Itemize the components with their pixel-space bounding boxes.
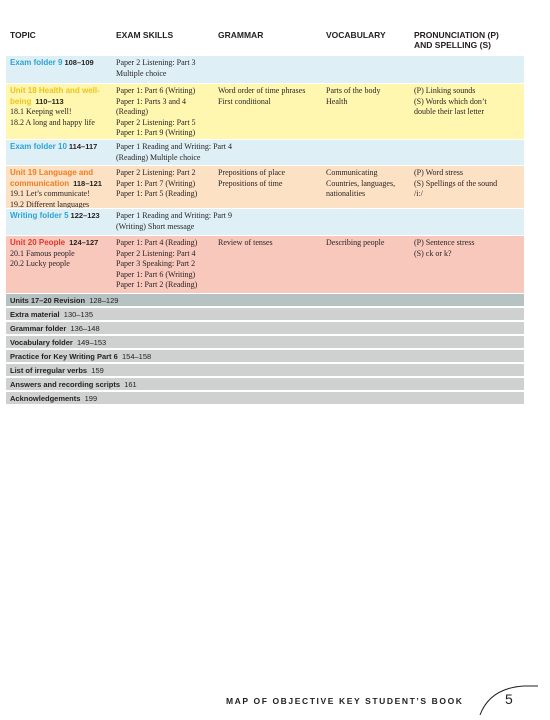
row-title: Unit 18 Health and well- [10, 86, 100, 95]
row-title: Unit 20 People [10, 238, 66, 247]
grammar-line: Prepositions of place [218, 168, 286, 177]
row-exam-skills [116, 168, 197, 200]
skill-line: Paper 1: Parts 3 and 4 [116, 96, 186, 106]
pron-line: (P) Word stress [414, 168, 463, 177]
row-topic [10, 58, 94, 69]
subunit: 18.1 Keeping well! [10, 107, 72, 116]
row-topic [10, 238, 98, 270]
subunit: 18.2 A long and happy life [10, 117, 95, 127]
summary-title: Acknowledgements [10, 394, 81, 403]
vocab-line: Parts of the body [326, 86, 381, 95]
row-pages: 124–127 [69, 238, 99, 247]
subunit: 20.1 Famous people [10, 248, 75, 258]
skill-line: Paper 1: Part 9 (Writing) [116, 128, 196, 137]
row-exam-skills [116, 142, 232, 163]
summary-title: Vocabulary folder [10, 338, 73, 347]
grammar-line: Word order of time phrases [218, 86, 306, 95]
skill-line: Paper 2 Listening: Part 3 [116, 58, 196, 67]
vocab-line: Describing people [326, 238, 385, 247]
skill-line: Paper 1 Reading and Writing: Part 9 [116, 211, 232, 220]
grammar-line: Review of tenses [218, 238, 273, 247]
summary-title: Grammar folder [10, 324, 67, 333]
header-vocabulary: VOCABULARY [326, 30, 386, 40]
row-grammar [218, 168, 285, 189]
skill-line: (Reading) Multiple choice [116, 152, 201, 162]
skill-line: (Reading) [116, 107, 148, 116]
row-title: Writing folder 5 [10, 211, 69, 220]
skill-line: Paper 2 Listening: Part 4 [116, 248, 196, 258]
row-writing-folder-5 [6, 209, 524, 236]
summary-row-irregular-verbs [6, 364, 524, 377]
row-exam-skills [116, 86, 196, 139]
pron-line: (S) Words which don’t [414, 96, 487, 106]
subunit: 19.2 Different languages [10, 199, 90, 209]
row-vocabulary [326, 168, 395, 200]
row-pages: 108–109 [64, 58, 94, 67]
row-title-cont: being [10, 96, 32, 106]
summary-row-vocabulary-folder [6, 336, 524, 349]
skill-line: Paper 1 Reading and Writing: Part 4 [116, 142, 232, 151]
skill-line: Paper 1: Part 7 (Writing) [116, 178, 196, 188]
grammar-line: Prepositions of time [218, 178, 283, 188]
skill-line: Multiple choice [116, 68, 167, 78]
row-pronunciation [414, 168, 497, 200]
row-unit-19 [6, 166, 524, 209]
row-title: Exam folder 10 [10, 142, 67, 151]
row-topic [10, 168, 102, 209]
row-title: Unit 19 Language and [10, 168, 94, 177]
row-pages: 118–121 [73, 178, 102, 188]
summary-pages: 149–153 [76, 338, 107, 347]
header-pronunciation-line2: AND SPELLING (S) [414, 40, 491, 50]
summary-title: List of irregular verbs [10, 366, 88, 375]
header-grammar: GRAMMAR [218, 30, 264, 40]
pron-line: double their last letter [414, 107, 484, 116]
skill-line: Paper 1: Part 2 (Reading) [116, 280, 198, 289]
vocab-line: Health [326, 96, 348, 106]
summary-title: Extra material [10, 310, 60, 319]
skill-line: (Writing) Short message [116, 221, 195, 231]
summary-title: Answers and recording scripts [10, 380, 121, 389]
header-exam-skills: EXAM SKILLS [116, 30, 174, 40]
row-title: Exam folder 9 [10, 58, 63, 67]
summary-pages: 199 [84, 394, 98, 403]
summary-row-acknowledgements [6, 392, 524, 405]
row-pages: 110–113 [35, 96, 64, 106]
vocab-line: Communicating [326, 168, 378, 177]
pron-line: (S) Spellings of the sound [414, 178, 498, 188]
row-exam-folder-10 [6, 140, 524, 166]
row-vocabulary [326, 86, 380, 107]
summary-row-revision [6, 294, 524, 307]
row-exam-folder-9 [6, 56, 524, 84]
skill-line: Paper 1: Part 4 (Reading) [116, 238, 198, 247]
row-topic [10, 86, 100, 128]
page-number: 5 [505, 691, 513, 707]
summary-title: Practice for Key Writing Part 6 [10, 352, 118, 361]
row-exam-skills [116, 211, 232, 232]
pron-line: /iː/ [414, 189, 423, 198]
row-vocabulary [326, 238, 384, 249]
row-pages: 114–117 [68, 142, 98, 151]
pron-line: (S) ck or k? [414, 248, 452, 258]
summary-pages: 128–129 [89, 296, 119, 305]
skill-line: Paper 3 Speaking: Part 2 [116, 259, 196, 268]
summary-row-practice [6, 350, 524, 363]
row-topic [10, 142, 97, 153]
pron-line: (P) Sentence stress [414, 238, 475, 247]
summary-pages: 154–158 [121, 352, 152, 361]
skill-line: Paper 1: Part 6 (Writing) [116, 86, 196, 95]
summary-row-extra-material [6, 308, 524, 321]
skill-line: Paper 2 Listening: Part 5 [116, 117, 196, 127]
summary-pages: 130–135 [63, 310, 93, 319]
row-grammar [218, 238, 273, 249]
footer-title: MAP OF OBJECTIVE KEY STUDENT’S BOOK [226, 696, 464, 706]
row-exam-skills [116, 238, 197, 291]
subunit: 20.2 Lucky people [10, 259, 70, 268]
vocab-line: Countries, languages, [326, 178, 396, 188]
pron-line: (P) Linking sounds [414, 86, 476, 95]
vocab-line: nationalities [326, 189, 366, 198]
grammar-line: First conditional [218, 96, 271, 106]
row-pronunciation [414, 86, 487, 118]
row-pronunciation [414, 238, 474, 259]
skill-line: Paper 1: Part 6 (Writing) [116, 269, 196, 279]
row-exam-skills [116, 58, 196, 79]
row-unit-18 [6, 84, 524, 140]
summary-pages: 159 [91, 366, 104, 375]
skill-line: Paper 1: Part 5 (Reading) [116, 189, 198, 198]
row-pages: 122–123 [70, 211, 100, 220]
header-pronunciation-line1: PRONUNCIATION (P) [414, 30, 499, 40]
summary-pages: 136–148 [70, 324, 100, 333]
summary-row-grammar-folder [6, 322, 524, 335]
skill-line: Paper 2 Listening: Part 2 [116, 168, 196, 177]
row-grammar [218, 86, 305, 107]
summary-title: Units 17–20 Revision [10, 296, 86, 305]
subunit: 19.1 Let’s communicate! [10, 189, 90, 198]
header-topic: TOPIC [10, 30, 36, 40]
header-pronunciation [414, 30, 499, 56]
summary-row-answers [6, 378, 524, 391]
row-unit-20 [6, 236, 524, 294]
row-topic [10, 211, 100, 222]
summary-pages: 161 [124, 380, 137, 389]
row-title-cont: communication [10, 178, 70, 188]
